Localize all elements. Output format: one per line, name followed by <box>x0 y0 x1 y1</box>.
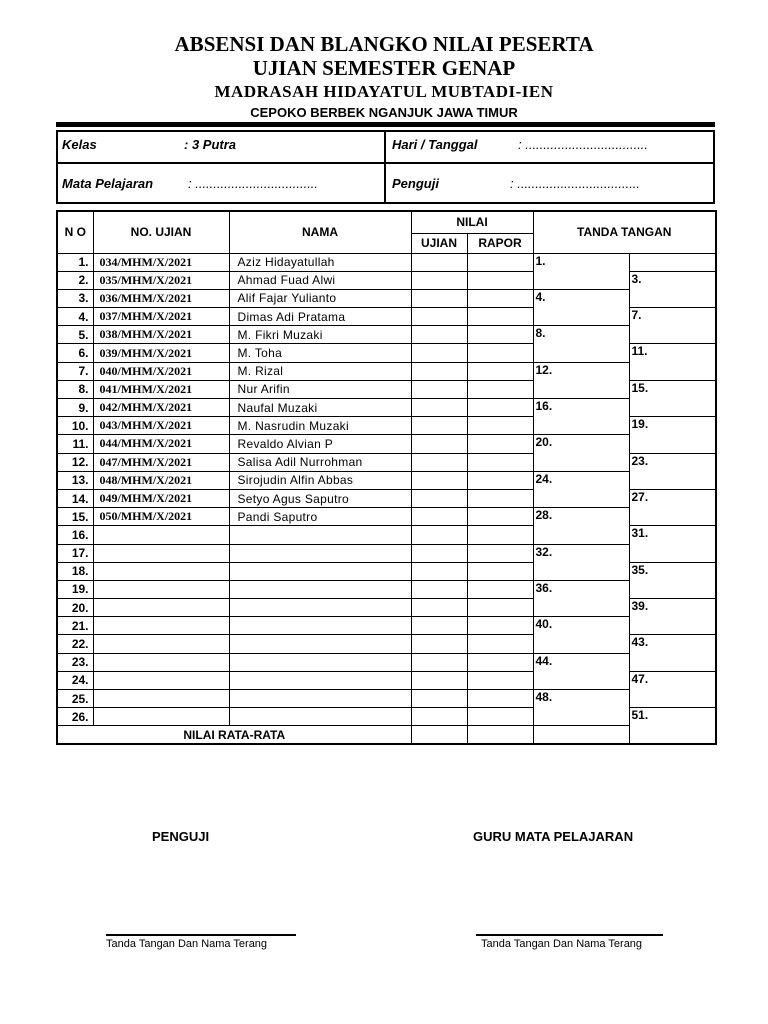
signature-cell-left: 12. <box>533 362 629 398</box>
signature-cell-right: 19. <box>629 417 716 453</box>
score-ujian-cell <box>411 308 467 326</box>
footer-row <box>57 726 716 744</box>
exam-number <box>93 635 229 653</box>
signature-cell-left: 20. <box>533 435 629 471</box>
header-ujian: UJIAN <box>411 233 467 253</box>
student-name: Salisa Adil Nurrohman <box>229 453 411 471</box>
row-number: 1. <box>57 253 93 271</box>
exam-number: 050/MHM/X/2021 <box>93 508 229 526</box>
score-ujian-cell <box>411 489 467 507</box>
table-row <box>57 580 716 598</box>
table-row <box>57 399 716 417</box>
student-name: Sirojudin Alfin Abbas <box>229 471 411 489</box>
score-ujian-cell <box>411 417 467 435</box>
exam-number: 034/MHM/X/2021 <box>93 253 229 271</box>
student-name: M. Rizal <box>229 362 411 380</box>
row-number: 9. <box>57 399 93 417</box>
header-nilai: NILAI <box>411 211 533 233</box>
row-number: 2. <box>57 271 93 289</box>
table-row <box>57 544 716 562</box>
score-rapor-cell <box>467 253 533 271</box>
score-rapor-cell <box>467 635 533 653</box>
signature-caption-left: Tanda Tangan Dan Nama Terang <box>106 938 268 950</box>
row-number: 3. <box>57 289 93 307</box>
student-name: Setyo Agus Saputro <box>229 489 411 507</box>
exam-number <box>93 690 229 708</box>
student-name: Alif Fajar Yulianto <box>229 289 411 307</box>
score-ujian-cell <box>411 253 467 271</box>
score-rapor-cell <box>467 471 533 489</box>
signature-cell-left: 1. <box>533 253 629 289</box>
table-row <box>57 326 716 344</box>
score-rapor-cell <box>467 435 533 453</box>
exam-number: 044/MHM/X/2021 <box>93 435 229 453</box>
student-name <box>229 562 411 580</box>
hari-label: Hari / Tanggal <box>392 137 478 152</box>
signature-cell-left: 36. <box>533 580 629 616</box>
score-rapor-cell <box>467 344 533 362</box>
row-number: 20. <box>57 599 93 617</box>
row-number: 17. <box>57 544 93 562</box>
score-ujian-cell <box>411 635 467 653</box>
score-ujian-cell <box>411 471 467 489</box>
score-rapor-cell <box>467 653 533 671</box>
score-ujian-cell <box>411 690 467 708</box>
signature-line-right <box>476 934 663 936</box>
row-number: 16. <box>57 526 93 544</box>
student-name: Nur Arifin <box>229 380 411 398</box>
student-name <box>229 690 411 708</box>
score-rapor-cell <box>467 399 533 417</box>
signature-cell-right: 51. <box>629 708 716 744</box>
signature-cell-right: 31. <box>629 526 716 562</box>
score-rapor-cell <box>467 671 533 689</box>
score-ujian-cell <box>411 526 467 544</box>
exam-number <box>93 580 229 598</box>
row-number: 11. <box>57 435 93 453</box>
row-number: 6. <box>57 344 93 362</box>
score-ujian-cell <box>411 544 467 562</box>
student-name: M. Nasrudin Muzaki <box>229 417 411 435</box>
kelas-value: : 3 Putra <box>184 137 237 152</box>
signature-cell-right: 11. <box>629 344 716 380</box>
signature-cell-left: 4. <box>533 289 629 325</box>
signature-cell-right: 35. <box>629 562 716 598</box>
score-ujian-cell <box>411 580 467 598</box>
score-ujian-cell <box>411 562 467 580</box>
table-row <box>57 653 716 671</box>
signature-cell-right: 23. <box>629 453 716 489</box>
signature-cell-left: 28. <box>533 508 629 544</box>
signature-cell-left: 24. <box>533 471 629 507</box>
doc-title: ABSENSI DAN BLANGKO NILAI PESERTA <box>174 32 594 56</box>
attendance-table <box>56 210 717 745</box>
student-name <box>229 635 411 653</box>
exam-number: 039/MHM/X/2021 <box>93 344 229 362</box>
row-number: 22. <box>57 635 93 653</box>
score-ujian-cell <box>411 289 467 307</box>
score-rapor-cell <box>467 326 533 344</box>
table-row <box>57 617 716 635</box>
student-name: Naufal Muzaki <box>229 399 411 417</box>
table-row <box>57 253 716 271</box>
student-name <box>229 671 411 689</box>
score-ujian-cell <box>411 708 467 726</box>
guru-title: GURU MATA PELAJARAN <box>473 829 634 844</box>
row-number: 19. <box>57 580 93 598</box>
school-address: CEPOKO BERBEK NGANJUK JAWA TIMUR <box>250 105 518 120</box>
row-number: 12. <box>57 453 93 471</box>
header-tanda-tangan: TANDA TANGAN <box>533 211 716 253</box>
table-row <box>57 508 716 526</box>
score-rapor-cell <box>467 308 533 326</box>
score-rapor-cell <box>467 271 533 289</box>
score-ujian-cell <box>411 617 467 635</box>
student-name: M. Fikri Muzaki <box>229 326 411 344</box>
exam-number: 036/MHM/X/2021 <box>93 289 229 307</box>
student-name <box>229 653 411 671</box>
row-number: 4. <box>57 308 93 326</box>
signature-line-left <box>106 934 296 936</box>
signature-cell-left: 32. <box>533 544 629 580</box>
table-row <box>57 690 716 708</box>
exam-number: 041/MHM/X/2021 <box>93 380 229 398</box>
exam-number: 035/MHM/X/2021 <box>93 271 229 289</box>
row-number: 8. <box>57 380 93 398</box>
average-rapor-cell <box>467 726 533 744</box>
exam-number <box>93 617 229 635</box>
score-rapor-cell <box>467 544 533 562</box>
signature-cell-right: 27. <box>629 489 716 525</box>
signature-cell-left: 16. <box>533 399 629 435</box>
table-row <box>57 435 716 453</box>
average-ujian-cell <box>411 726 467 744</box>
student-name <box>229 544 411 562</box>
penguji-value: : .................................. <box>510 176 641 191</box>
score-ujian-cell <box>411 344 467 362</box>
student-name: M. Toha <box>229 344 411 362</box>
table-row <box>57 362 716 380</box>
row-number: 18. <box>57 562 93 580</box>
row-number: 10. <box>57 417 93 435</box>
header-no: N O <box>57 211 93 253</box>
score-ujian-cell <box>411 453 467 471</box>
row-number: 5. <box>57 326 93 344</box>
score-ujian-cell <box>411 435 467 453</box>
score-ujian-cell <box>411 653 467 671</box>
score-ujian-cell <box>411 362 467 380</box>
student-name <box>229 580 411 598</box>
row-number: 24. <box>57 671 93 689</box>
exam-number <box>93 526 229 544</box>
signature-cell-right: 15. <box>629 380 716 416</box>
score-rapor-cell <box>467 362 533 380</box>
exam-number <box>93 708 229 726</box>
signature-cell-left: 8. <box>533 326 629 362</box>
table-row <box>57 289 716 307</box>
row-number: 7. <box>57 362 93 380</box>
exam-number: 047/MHM/X/2021 <box>93 453 229 471</box>
exam-number: 040/MHM/X/2021 <box>93 362 229 380</box>
student-name <box>229 599 411 617</box>
info-box <box>56 130 715 204</box>
exam-number <box>93 562 229 580</box>
average-signature-cell <box>533 726 629 744</box>
signature-cell-right: 47. <box>629 671 716 707</box>
signature-caption-right: Tanda Tangan Dan Nama Terang <box>481 938 643 950</box>
score-rapor-cell <box>467 617 533 635</box>
score-ujian-cell <box>411 599 467 617</box>
header-rule <box>56 122 715 127</box>
student-name: Revaldo Alvian P <box>229 435 411 453</box>
score-ujian-cell <box>411 671 467 689</box>
row-number: 13. <box>57 471 93 489</box>
score-rapor-cell <box>467 526 533 544</box>
exam-number <box>93 671 229 689</box>
student-name: Aziz Hidayatullah <box>229 253 411 271</box>
mapel-label: Mata Pelajaran <box>62 176 154 191</box>
table-body <box>57 253 716 744</box>
score-rapor-cell <box>467 289 533 307</box>
score-rapor-cell <box>467 562 533 580</box>
score-rapor-cell <box>467 690 533 708</box>
doc-subtitle: UJIAN SEMESTER GENAP <box>252 56 516 80</box>
signature-cell-right: 43. <box>629 635 716 671</box>
signature-cell-left: 40. <box>533 617 629 653</box>
school-name: MADRASAH HIDAYATUL MUBTADI-IEN <box>214 82 554 101</box>
score-ujian-cell <box>411 380 467 398</box>
exam-number: 042/MHM/X/2021 <box>93 399 229 417</box>
student-name <box>229 617 411 635</box>
signature-cell-left: 44. <box>533 653 629 689</box>
signature-cell-right: 7. <box>629 308 716 344</box>
score-rapor-cell <box>467 380 533 398</box>
student-name <box>229 526 411 544</box>
exam-number: 048/MHM/X/2021 <box>93 471 229 489</box>
exam-number <box>93 653 229 671</box>
score-rapor-cell <box>467 708 533 726</box>
penguji-title: PENGUJI <box>152 829 210 844</box>
hari-value: : .................................. <box>518 137 649 152</box>
score-rapor-cell <box>467 580 533 598</box>
signature-cell-right <box>629 253 716 271</box>
average-label: NILAI RATA-RATA <box>57 726 411 744</box>
exam-number: 043/MHM/X/2021 <box>93 417 229 435</box>
exam-number: 049/MHM/X/2021 <box>93 489 229 507</box>
score-ujian-cell <box>411 271 467 289</box>
header-rapor: RAPOR <box>467 233 533 253</box>
score-ujian-cell <box>411 508 467 526</box>
signature-cell-left: 48. <box>533 690 629 726</box>
score-rapor-cell <box>467 599 533 617</box>
student-name: Pandi Saputro <box>229 508 411 526</box>
row-number: 25. <box>57 690 93 708</box>
score-rapor-cell <box>467 453 533 471</box>
exam-number: 037/MHM/X/2021 <box>93 308 229 326</box>
info-divider <box>384 132 386 202</box>
mapel-value: : .................................. <box>188 176 319 191</box>
exam-number <box>93 599 229 617</box>
row-number: 14. <box>57 489 93 507</box>
exam-number: 038/MHM/X/2021 <box>93 326 229 344</box>
student-name <box>229 708 411 726</box>
row-number: 15. <box>57 508 93 526</box>
penguji-label: Penguji <box>392 176 439 191</box>
row-number: 23. <box>57 653 93 671</box>
score-ujian-cell <box>411 326 467 344</box>
signature-cell-right: 3. <box>629 271 716 307</box>
score-rapor-cell <box>467 508 533 526</box>
exam-number <box>93 544 229 562</box>
signature-cell-right: 39. <box>629 599 716 635</box>
header-nama: NAMA <box>229 211 411 253</box>
score-ujian-cell <box>411 399 467 417</box>
info-divider-h <box>58 162 713 164</box>
student-name: Dimas Adi Pratama <box>229 308 411 326</box>
row-number: 26. <box>57 708 93 726</box>
student-name: Ahmad Fuad Alwi <box>229 271 411 289</box>
score-rapor-cell <box>467 417 533 435</box>
score-rapor-cell <box>467 489 533 507</box>
row-number: 21. <box>57 617 93 635</box>
kelas-label: Kelas <box>62 137 97 152</box>
header-no-ujian: NO. UJIAN <box>93 211 229 253</box>
table-row <box>57 471 716 489</box>
